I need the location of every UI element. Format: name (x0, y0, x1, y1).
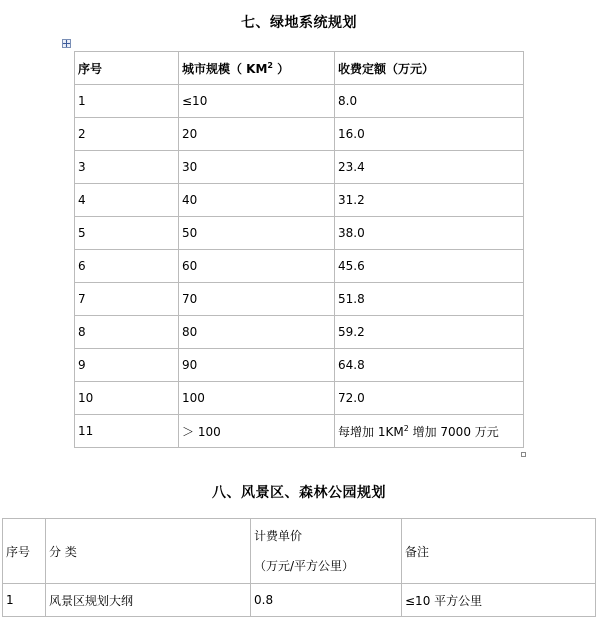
header-unit-price (251, 519, 402, 584)
cell-scale: 30 (179, 151, 335, 184)
table-row (75, 118, 524, 151)
cell-serial: 9 (75, 349, 179, 382)
green-space-fee-table (74, 51, 524, 448)
cell-scale: 50 (179, 217, 335, 250)
header-fee: 收费定额（万元） (335, 52, 524, 85)
cell-scale: 60 (179, 250, 335, 283)
cell-serial: 10 (75, 382, 179, 415)
table-resize-handle[interactable] (521, 452, 526, 457)
cell-fee-tail: 增加 7000 万元 (408, 424, 499, 439)
table-row (75, 349, 524, 382)
cell-serial: 8 (75, 316, 179, 349)
cell-scale: ≤10 (179, 85, 335, 118)
header-city-scale-sup: 2 (267, 60, 273, 70)
table-row (75, 250, 524, 283)
cell-scale: 90 (179, 349, 335, 382)
cell-serial: 4 (75, 184, 179, 217)
cell-fee: 31.2 (335, 184, 524, 217)
cell-fee-text: 每增加 1KM (338, 424, 404, 439)
cell-fee: 59.2 (335, 316, 524, 349)
table-move-handle-icon[interactable] (62, 39, 71, 48)
section-7-title: 七、绿地系统规划 (241, 15, 357, 31)
header-unit-price-line2: （万元/平方公里） (254, 559, 355, 573)
cell-fee: 16.0 (335, 118, 524, 151)
cell-serial: 2 (75, 118, 179, 151)
header-unit-price-line1: 计费单价 (254, 529, 303, 543)
cell-category: 风景区规划大纲 (46, 584, 251, 617)
cell-remarks: ≤10 平方公里 (402, 584, 596, 617)
table-row (75, 151, 524, 184)
table-row (75, 283, 524, 316)
cell-scale: ＞ 100 (179, 415, 335, 448)
cell-fee: 38.0 (335, 217, 524, 250)
cell-serial: 1 (75, 85, 179, 118)
cell-scale: 40 (179, 184, 335, 217)
table-row (75, 217, 524, 250)
section-8-title: 八、风景区、森林公园规划 (212, 485, 386, 501)
cell-serial: 11 (75, 415, 179, 448)
cell-unit-price: 0.8 (251, 584, 402, 617)
table-header-row (75, 52, 524, 85)
cell-scale: 70 (179, 283, 335, 316)
table-row (3, 584, 596, 617)
cell-fee: 64.8 (335, 349, 524, 382)
cell-serial: 6 (75, 250, 179, 283)
table-row-last (75, 415, 524, 448)
header-city-scale (179, 52, 335, 85)
cell-scale: 20 (179, 118, 335, 151)
table-row (75, 382, 524, 415)
cell-serial: 3 (75, 151, 179, 184)
header-serial: 序号 (3, 519, 46, 584)
cell-fee-sup: 2 (403, 423, 409, 433)
header-category: 分 类 (46, 519, 251, 584)
table-row (75, 85, 524, 118)
cell-fee: 8.0 (335, 85, 524, 118)
cell-serial: 5 (75, 217, 179, 250)
table-header-row (3, 519, 596, 584)
cell-serial: 7 (75, 283, 179, 316)
cell-fee: 72.0 (335, 382, 524, 415)
header-serial: 序号 (75, 52, 179, 85)
cell-fee (335, 415, 524, 448)
header-city-scale-text: 城市规模（ KM (182, 61, 268, 76)
cell-scale: 100 (179, 382, 335, 415)
table-row (75, 316, 524, 349)
header-remarks: 备注 (402, 519, 596, 584)
cell-scale: 80 (179, 316, 335, 349)
cell-fee: 51.8 (335, 283, 524, 316)
header-city-scale-tail: ） (273, 61, 290, 76)
scenic-area-fee-table (2, 518, 596, 617)
cell-fee: 23.4 (335, 151, 524, 184)
cell-serial: 1 (3, 584, 46, 617)
table-row (75, 184, 524, 217)
cell-fee: 45.6 (335, 250, 524, 283)
